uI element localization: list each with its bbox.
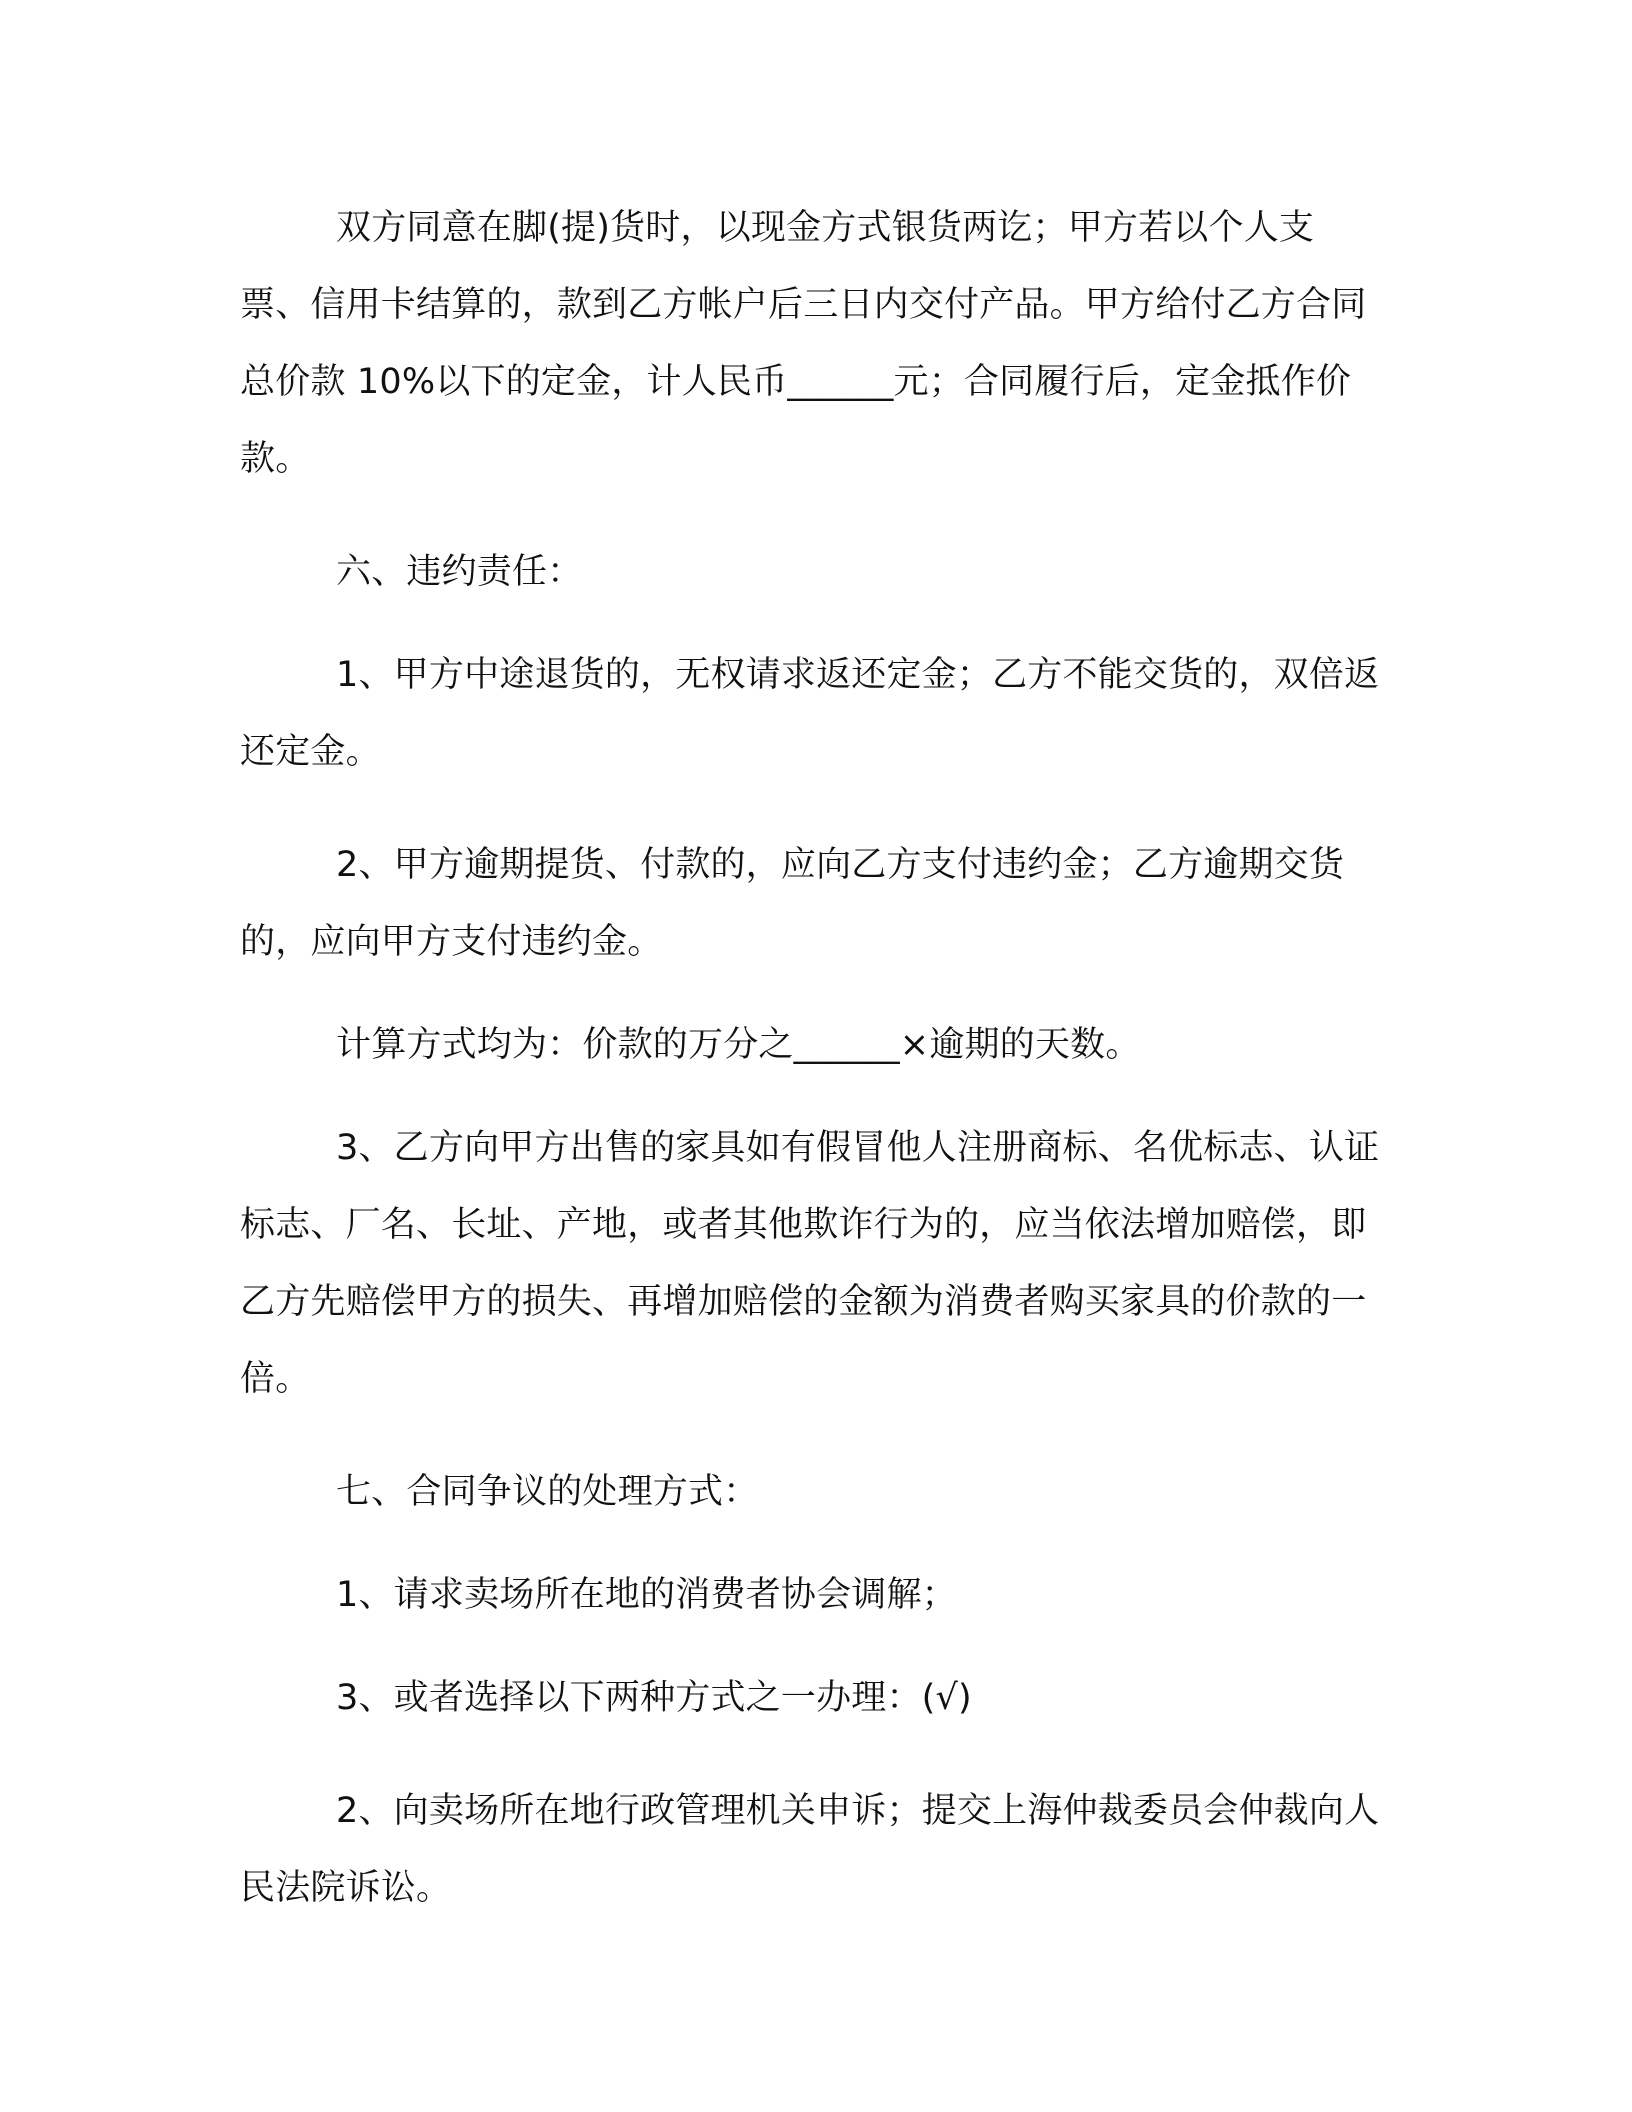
section-seven-heading: 七、合同争议的处理方式：	[336, 1472, 759, 1512]
document-page	[240, 190, 1380, 1927]
dispute-option-1: 1、请求卖场所在地的消费者协会调解；	[336, 1575, 957, 1615]
payment-terms-paragraph: 双方同意在脚(提)货时，以现金方式银货两讫；甲方若以个人支票、信用卡结算的，款到乙方帐户后三日内交付产品。甲方给付乙方合同总价款 10%以下的定金，计人民币______元；合同履行后，定金抵作价款。	[240, 208, 1367, 479]
dispute-option-2: 2、向卖场所在地行政管理机关申诉；提交上海仲裁委员会仲裁向人民法院诉讼。	[240, 1791, 1380, 1908]
dispute-option-3: 3、或者选择以下两种方式之一办理：(√)	[336, 1678, 972, 1718]
liability-clause-1: 1、甲方中途退货的，无权请求返还定金；乙方不能交货的，双倍返还定金。	[240, 655, 1380, 772]
liability-clause-3: 3、乙方向甲方出售的家具如有假冒他人注册商标、名优标志、认证标志、厂名、长址、产地，或者其他欺诈行为的，应当依法增加赔偿，即乙方先赔偿甲方的损失、再增加赔偿的金额为消费者购买家具的价款的一倍。	[240, 1128, 1380, 1399]
section-six-heading: 六、违约责任：	[336, 552, 583, 592]
liability-clause-2: 2、甲方逾期提货、付款的，应向乙方支付违约金；乙方逾期交货的，应向甲方支付违约金。	[240, 845, 1345, 962]
penalty-calculation-line: 计算方式均为：价款的万分之______×逾期的天数。	[336, 1025, 1141, 1065]
